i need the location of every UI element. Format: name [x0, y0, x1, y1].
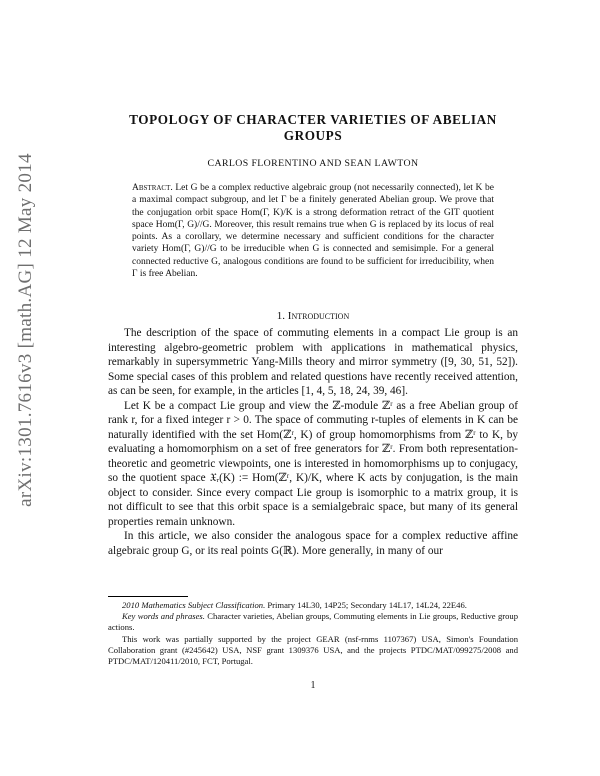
footnote-keywords-text: Character varieties, Abelian groups, Commuting elements in Lie groups, Reductive group actions.: [108, 611, 519, 633]
footnote-msc-text: Primary 14L30, 14P25; Secondary 14L17, 14L24, 22E46.: [267, 600, 467, 610]
abstract-label: Abstract.: [132, 183, 173, 193]
footnote-keywords-label: Key words and phrases.: [122, 611, 205, 622]
paragraph-2: Let K be a compact Lie group and view the ℤ-module ℤʳ as a free Abelian group of rank r, for a fixed integer r > 0. The space of commuting r-tuples of elements in K can be naturally identified with the set Hom(ℤʳ, K) of group homomorphisms from ℤʳ to K, by evaluating a homomorphism on a set of free generators for ℤʳ. From both representation-theoretic and geometric viewpoints, one is interested in homomorphisms up to conjugacy, so the quotient space 𝔛ᵣ(K) := Hom(ℤʳ, K)/K, where K acts by conjugation, is the main object to consider. Since every compact Lie group is isomorphic to a matrix group, it is not difficult to see that this orbit space is a semialgebraic space, but many of its general properties remain unknown.: [108, 399, 518, 528]
section-heading: [108, 310, 518, 322]
footnote-funding: This work was partially supported by the project GEAR (nsf-rnms 1107367) USA, Simon's Foundation Collaboration grant (#245642) USA, NSF grant 1309376 USA, and the projects PTDC/MAT/099275/2008 and PTDC/MAT/120411/2010, FCT, Portugal.: [108, 633, 518, 667]
footnote-rule: [108, 596, 188, 597]
footnote-keywords: [108, 611, 518, 633]
title-line-2: GROUPS: [283, 128, 343, 143]
footnotes: [108, 600, 518, 667]
authors: CARLOS FLORENTINO AND SEAN LAWTON: [207, 158, 419, 169]
body-text: [108, 326, 518, 558]
page-number: 1: [310, 680, 316, 691]
footnote-msc-label: 2010 Mathematics Subject Classification.: [122, 600, 266, 610]
section-number: 1.: [276, 310, 286, 322]
paragraph-1: The description of the space of commuting elements in a compact Lie group is an interesting algebro-geometric problem with applications in mathematical physics, remarkably in supersymmetric Yang-Mills theory and mirror symmetry ([9, 30, 51, 52]). Some special cases of this problem and related questions have recently received attention, as can be seen, for example, in the articles [1, 4, 5, 18, 24, 39, 46].: [108, 327, 518, 397]
paper-title: [108, 112, 518, 144]
section-title: Introduction: [287, 310, 350, 322]
title-line-1: TOPOLOGY OF CHARACTER VARIETIES OF ABELIAN: [129, 112, 497, 127]
arxiv-stamp: [12, 0, 40, 776]
abstract-text: Let G be a complex reductive algebraic group (not necessarily connected), let K be a maximal compact subgroup, and let Γ be a finitely generated Abelian group. We prove that the conjugation orbit space Hom(Γ, K)/K is a strong deformation retract of the GIT quotient space Hom(Γ, G)//G. Moreover, this result remains true when G is replaced by its locus of real points. As a corollary, we determine necessary and sufficient conditions for the character variety Hom(Γ, G)//G to be irreducible when G is connected and semisimple. For a general connected reductive G, analogous conditions are found to be sufficient for irreducibility, when Γ is free Abelian.: [132, 183, 494, 280]
abstract: [132, 182, 494, 280]
footnote-msc: [108, 600, 518, 611]
paragraph-3: In this article, we also consider the analogous space for a complex reductive affine algebraic group G, or its real points G(ℝ). More generally, in many of our: [108, 530, 518, 557]
arxiv-stamp-text: arXiv:1301.7616v3 [math.AG] 12 May 2014: [15, 153, 36, 507]
